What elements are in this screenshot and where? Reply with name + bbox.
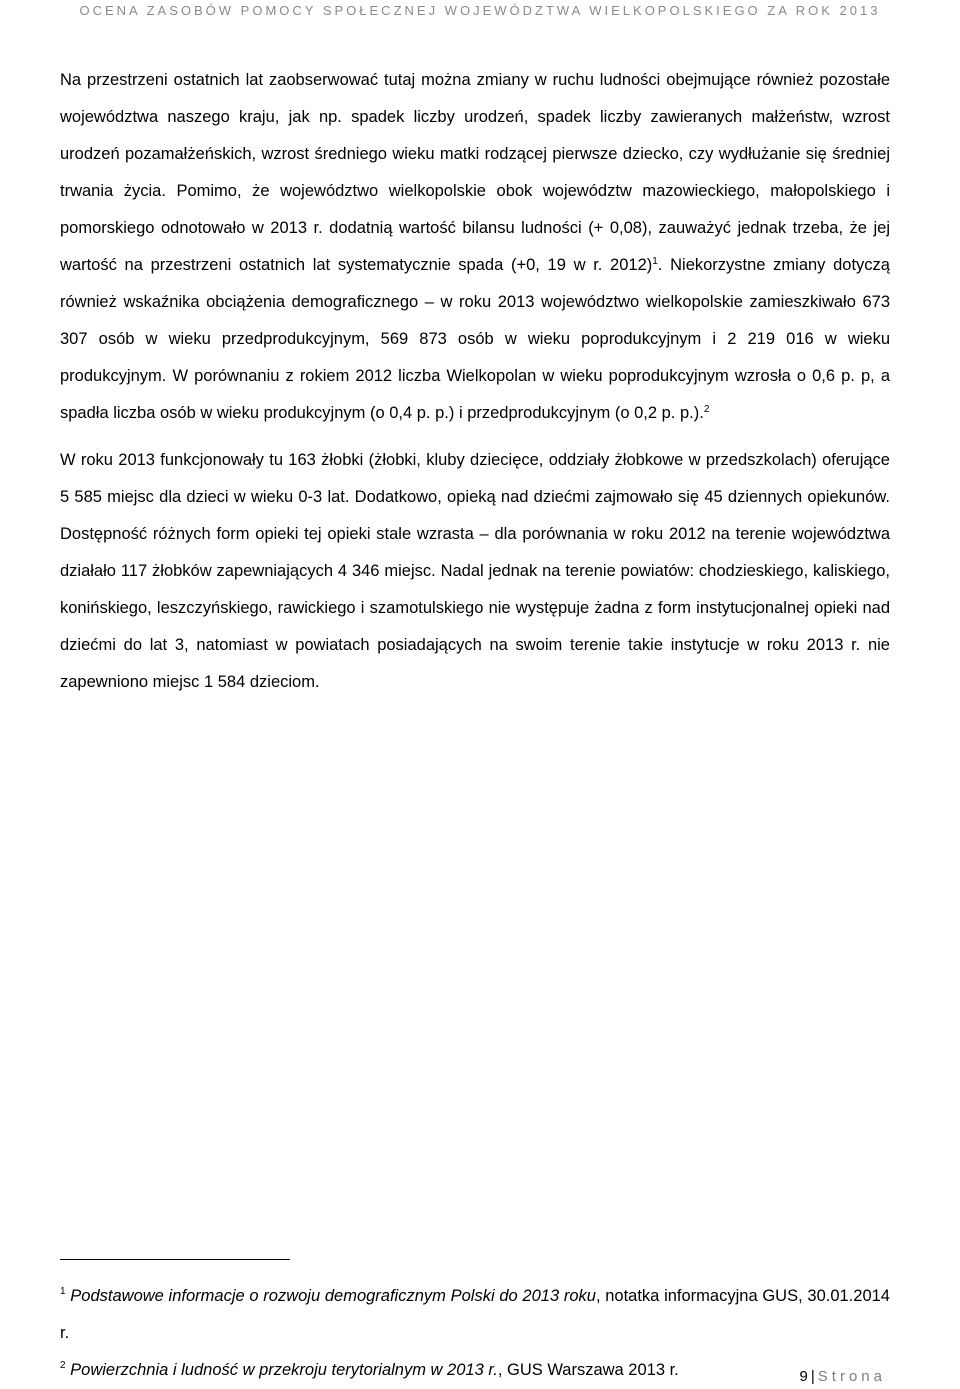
- footnote-source-title: Powierzchnia i ludność w przekroju terytorialnym w 2013 r.: [70, 1361, 498, 1379]
- paragraph-demographics-part-b: . Niekorzystne zmiany dotyczą również wskaźnika obciążenia demograficznego – w roku 2013 województwo wielkopolskie zamieszkiwało 673 307 osób w wieku przedprodukcyjnym, 569 873 osób w wieku poprodukcyjnym i 2 219 016 w wieku produkcyjnym. W porównaniu z rokiem 2012 liczba Wielkopolan w wieku poprodukcyjnym wzrosła o 0,6 p. p, a spadła liczba osób w wieku produkcyjnym (o 0,4 p. p.) i przedprodukcyjnym (o 0,2 p. p.).: [60, 256, 890, 422]
- footnote-source-title: Podstawowe informacje o rozwoju demograficznym Polski do 2013 roku: [70, 1287, 596, 1305]
- footnote-separator: [60, 1259, 290, 1260]
- paragraph-demographics-part-a: Na przestrzeni ostatnich lat zaobserwować tutaj można zmiany w ruchu ludności obejmujące również pozostałe województwa naszego kraju, jak np. spadek liczby urodzeń, spadek liczby zawieranych małżeństw, wzrost urodzeń pozamałżeńskich, wzrost średniego wieku matki rodzącej pierwsze dziecko, czy wydłużanie się średniej trwania życia. Pomimo, że województwo wielkopolskie obok województw mazowieckiego, małopolskiego i pomorskiego odnotowało w 2013 r. dodatnią wartość bilansu ludności (+ 0,08), zauważyć jednak trzeba, że jej wartość na przestrzeni ostatnich lat systematycznie spada (+0, 19 w r. 2012): [60, 71, 890, 274]
- paragraph-childcare: W roku 2013 funkcjonowały tu 163 żłobki (żłobki, kluby dziecięce, oddziały żłobkowe w przedszkolach) oferujące 5 585 miejsc dla dzieci w wieku 0-3 lat. Dodatkowo, opieką nad dziećmi zajmowało się 45 dziennych opiekunów. Dostępność różnych form opieki tej opieki stale wzrasta – dla porównania w roku 2012 na terenie województwa działało 117 żłobków zapewniających 4 346 miejsc. Nadal jednak na terenie powiatów: chodzieskiego, kaliskiego, konińskiego, leszczyńskiego, rawickiego i szamotulskiego nie występuje żadna z form instytucjonalnej opieki nad dziećmi do lat 3, natomiast w powiatach posiadających na swoim terenie takie instytucje w roku 2013 r. nie zapewniono miejsc 1 584 dzieciom.: [60, 451, 890, 691]
- document-body: [60, 62, 890, 701]
- footnote-number: 2: [60, 1360, 66, 1371]
- footnote-source-details: , GUS Warszawa 2013 r.: [497, 1361, 679, 1379]
- running-header: OCENA ZASOBÓW POMOCY SPOŁECZNEJ WOJEWÓDZTWA WIELKOPOLSKIEGO ZA ROK 2013: [79, 3, 881, 18]
- footnote-number: 1: [60, 1286, 66, 1297]
- footnote-1: [60, 1278, 890, 1352]
- footnotes: [60, 1278, 890, 1389]
- page-number-value: 9: [799, 1368, 808, 1385]
- footnote-source-details: , notatka informacyjna GUS, 30.01.2014 r.: [60, 1287, 890, 1342]
- page-number-separator: |: [810, 1368, 815, 1385]
- footnote-ref-2[interactable]: 2: [703, 404, 710, 415]
- footnote-2: [60, 1352, 890, 1389]
- paragraph-demographics: [60, 62, 890, 432]
- page-label: Strona: [817, 1368, 886, 1385]
- footnote-ref-1[interactable]: 1: [652, 256, 658, 267]
- page-number: [800, 1368, 886, 1385]
